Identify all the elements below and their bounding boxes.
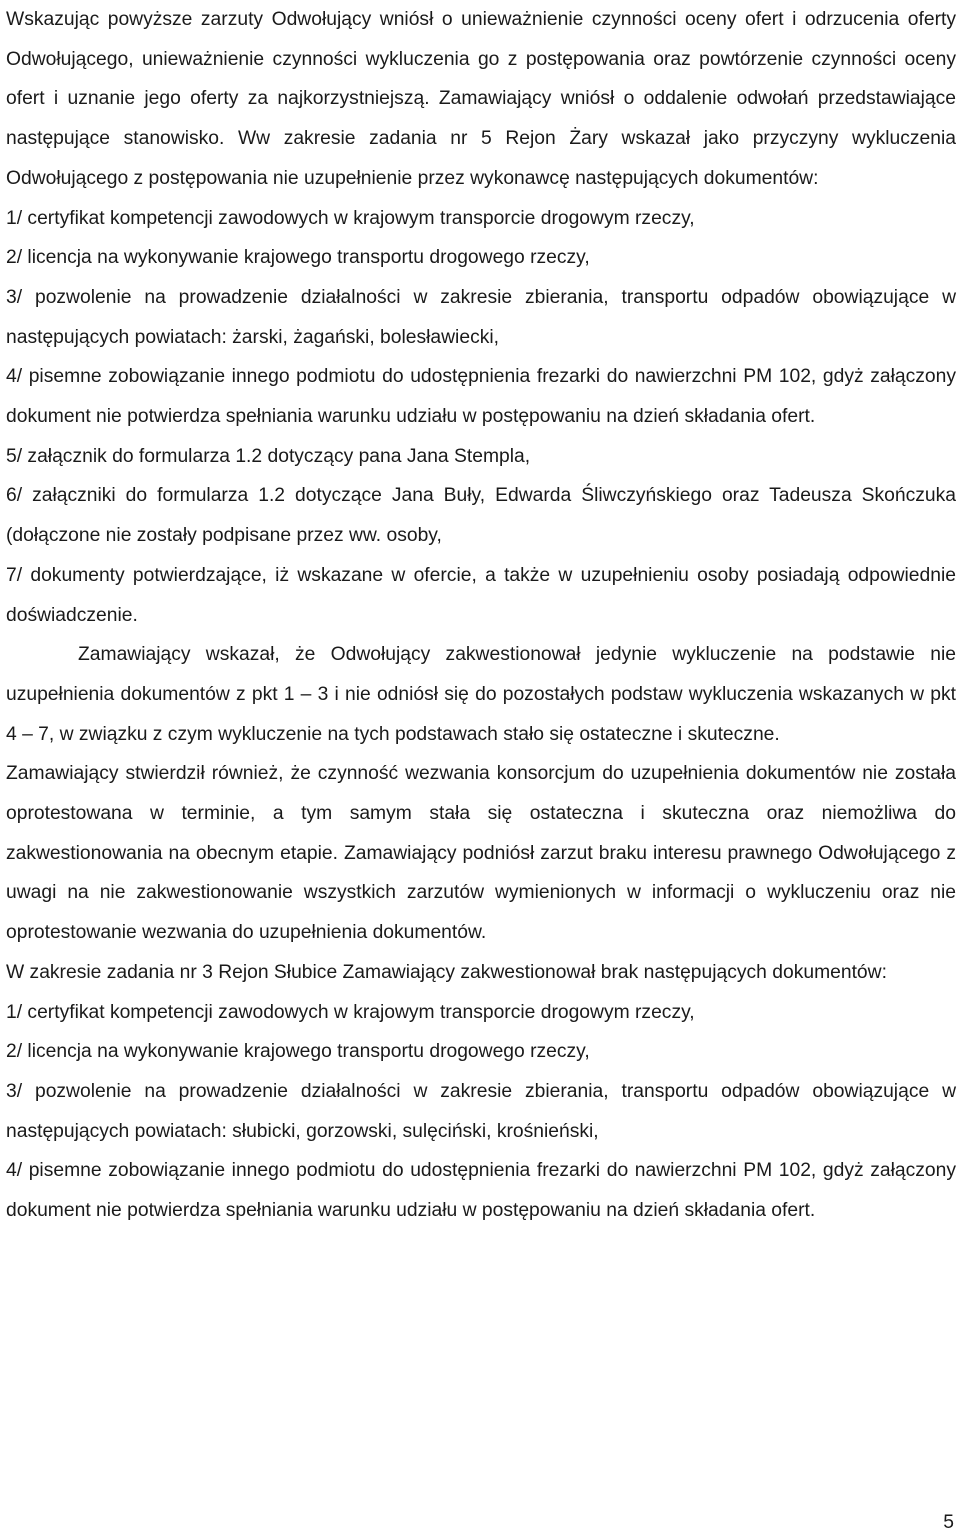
list-item-license: 2/ licencja na wykonywanie krajowego transportu drogowego rzeczy,	[6, 247, 590, 269]
list-item-certificate: 1/ certyfikat kompetencji zawodowych w krajowym transporcie drogowym rzeczy,	[6, 207, 695, 229]
paragraph-task-3-intro: W zakresie zadania nr 3 Rejon Słubice Zamawiający zakwestionował brak następujących dokumentów:	[6, 961, 887, 983]
list-item-license-task3: 2/ licencja na wykonywanie krajowego transportu drogowego rzeczy,	[6, 1041, 590, 1063]
list-item-attachments-persons: 6/ załączniki do formularza 1.2 dotyczące Jana Buły, Edwarda Śliwczyńskiego oraz Tadeusza Skończuka (dołączone nie zostały podpisane przez ww. osoby,	[6, 485, 956, 547]
list-item-waste-permit: 3/ pozwolenie na prowadzenie działalności w zakresie zbierania, transportu odpadów obowiązujące w następujących powiatach: żarski, żagański, bolesławiecki,	[6, 286, 956, 348]
list-item-certificate-task3: 1/ certyfikat kompetencji zawodowych w krajowym transporcie drogowym rzeczy,	[6, 1001, 695, 1023]
list-item-experience-docs: 7/ dokumenty potwierdzające, iż wskazane w ofercie, a także w uzupełnieniu osoby posiadają odpowiednie doświadczenie.	[6, 564, 956, 626]
document-body	[6, 0, 956, 1231]
list-item-milling-commitment-task3: 4/ pisemne zobowiązanie innego podmiotu do udostępnienia frezarki do nawierzchni PM 102, gdyż załączony dokument nie potwierdza spełniania warunku udziału w postępowaniu na dzień składania ofert.	[6, 1160, 956, 1222]
list-item-attachment-stempel: 5/ załącznik do formularza 1.2 dotyczący pana Jana Stempla,	[6, 445, 531, 467]
paragraph-intro: Wskazując powyższe zarzuty Odwołujący wniósł o unieważnienie czynności oceny ofert i odrzucenia oferty Odwołującego, unieważnienie czynności wykluczenia go z postępowania oraz powtórzenie czynności oceny ofert i uznanie jego oferty za najkorzystniejszą. Zamawiający wniósł o oddalenie odwołań przedstawiające następujące stanowisko. Ww zakresie zadania nr 5 Rejon Żary wskazał jako przyczyny wykluczenia Odwołującego z postępowania nie uzupełnienie przez wykonawcę następujących dokumentów:	[6, 9, 956, 189]
paragraph-exclusion-final: Zamawiający wskazał, że Odwołujący zakwestionował jedynie wykluczenie na podstawie nie uzupełnienia dokumentów z pkt 1 – 3 i nie odniósł się do pozostałych podstaw wykluczenia wskazanych w pkt 4 – 7, w związku z czym wykluczenie na tych podstawach stało się ostateczne i skuteczne.	[6, 644, 956, 745]
paragraph-legal-interest: Zamawiający stwierdził również, że czynność wezwania konsorcjum do uzupełnienia dokumentów nie została oprotestowana w terminie, a tym samym stała się ostateczna i skuteczna oraz niemożliwa do zakwestionowania na obecnym etapie. Zamawiający podniósł zarzut braku interesu prawnego Odwołującego z uwagi na nie zakwestionowanie wszystkich zarzutów wymienionych w informacji o wykluczeniu oraz nie oprotestowanie wezwania do uzupełnienia dokumentów.	[6, 763, 956, 944]
list-item-waste-permit-task3: 3/ pozwolenie na prowadzenie działalności w zakresie zbierania, transportu odpadów obowiązujące w następujących powiatach: słubicki, gorzowski, sulęciński, krośnieński,	[6, 1080, 956, 1142]
page-number: 5	[943, 1512, 954, 1533]
list-item-milling-commitment: 4/ pisemne zobowiązanie innego podmiotu do udostępnienia frezarki do nawierzchni PM 102, gdyż załączony dokument nie potwierdza spełniania warunku udziału w postępowaniu na dzień składania ofert.	[6, 366, 956, 428]
